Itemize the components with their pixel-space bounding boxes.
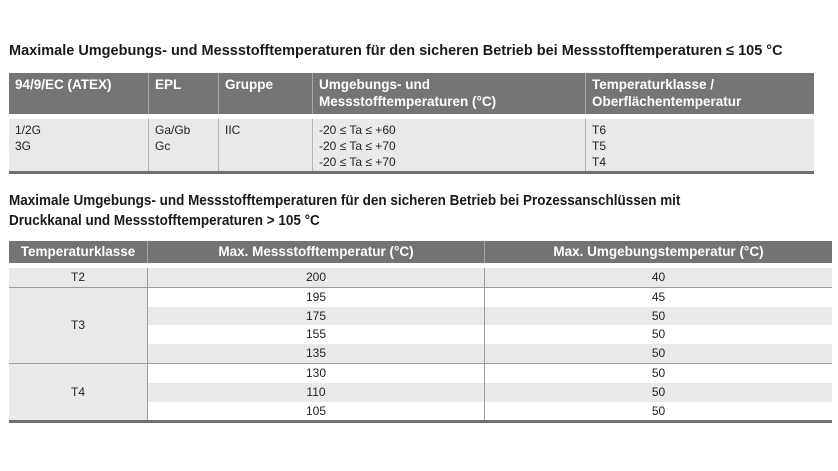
cell-value: 3G [15,139,32,153]
temperature-class-group [9,268,832,287]
header-line: Oberflächentemperatur [592,94,742,109]
max-medium-temp-cell: 155 [148,325,485,344]
header-line: Messstofftemperaturen (°C) [319,94,497,109]
cell-value: Ga/Gb [155,123,191,137]
table-row [148,344,832,363]
max-medium-temp-cell: 130 [148,364,485,383]
cell-value: -20 ≤ Ta ≤ +60 [319,123,396,137]
max-ambient-temp-cell: 50 [651,403,666,418]
table2 [9,241,832,423]
max-ambient-temp-cell: 50 [651,365,666,380]
temperature-class-group [9,287,832,363]
header-line: Temperaturklasse / [592,77,715,92]
cell-temperatures [313,119,586,171]
cell-value: -20 ≤ Ta ≤ +70 [319,155,396,169]
cell-value: -20 ≤ Ta ≤ +70 [319,139,396,153]
header-temperature-class [586,73,814,114]
cell-value: 1/2G [15,123,42,137]
table-row [148,402,832,421]
max-ambient-temp-cell: 50 [651,384,666,399]
max-medium-temp-cell: 110 [148,383,485,402]
cell-value: T4 [592,155,607,169]
table-row [148,288,832,307]
table2-title: Maximale Umgebungs- und Messstofftemperaturen für den sicheren Betrieb bei Prozessanschlüssen mit Druckkanal und Messstofftemperaturen > 105 °C [9,193,681,229]
max-ambient-temp-cell: 40 [651,270,666,284]
max-ambient-temp-cell: 45 [651,289,666,304]
header-temperature-class: Temperaturklasse [9,241,148,263]
table1-header [9,73,814,114]
cell-value: T6 [592,123,607,137]
header-atex: 94/9/EC (ATEX) [9,73,149,114]
header-epl: EPL [149,73,219,114]
max-medium-temp-cell: 175 [148,307,485,326]
table2-body [9,268,832,423]
header-max-medium-temp: Max. Messstofftemperatur (°C) [148,241,485,263]
temperature-class-label: T4 [9,364,148,420]
max-medium-temp-cell: 200 [148,268,485,287]
table1-title: Maximale Umgebungs- und Messstofftemperaturen für den sicheren Betrieb bei Messstofftemperaturen ≤ 105 °C [9,43,783,59]
table-row [148,364,832,383]
table-row [148,268,832,287]
temperature-class-group [9,363,832,420]
table1-row [9,119,814,174]
cell-gruppe [219,119,313,171]
cell-atex [9,119,149,171]
cell-value: Gc [155,139,171,153]
max-ambient-temp-cell: 50 [651,346,666,361]
temperature-class-label: T2 [9,268,148,287]
header-gruppe: Gruppe [219,73,313,114]
max-ambient-temp-cell: 50 [651,327,666,342]
max-medium-temp-cell: 195 [148,288,485,307]
header-max-ambient-temp: Max. Umgebungstemperatur (°C) [553,244,764,259]
max-ambient-temp-cell: 50 [651,308,666,323]
table-row [148,307,832,326]
table2-header [9,241,832,263]
cell-temperature-class [586,119,814,171]
temperature-class-label: T3 [9,288,148,363]
table-row [148,383,832,402]
header-line: Umgebungs- und [319,77,430,92]
max-medium-temp-cell: 105 [148,402,485,421]
cell-value: T5 [592,139,607,153]
cell-value: IIC [225,123,241,137]
header-temperatures [313,73,586,114]
cell-epl [149,119,219,171]
table1 [9,73,814,174]
table-row [148,325,832,344]
max-medium-temp-cell: 135 [148,344,485,363]
